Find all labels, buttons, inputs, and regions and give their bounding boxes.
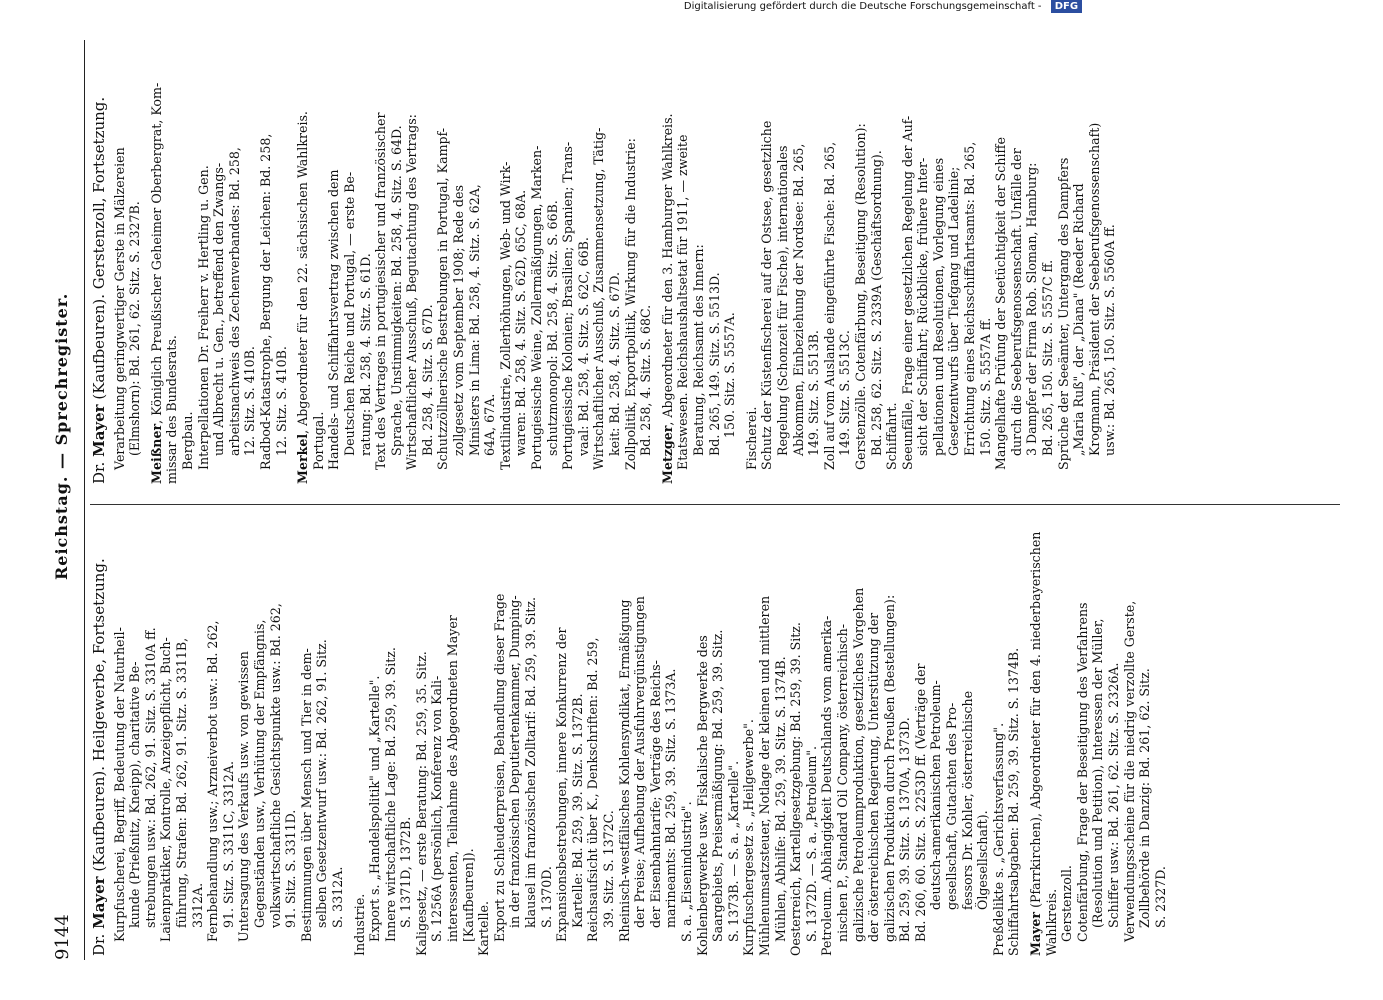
index-line: Portugal. xyxy=(310,411,326,470)
speaker-description: , Königlich Preußischer Geheimer Oberbergrat, Kom- xyxy=(148,82,164,424)
index-line: selben Gesetzentwurf usw.: Bd. 262, 91. Sitz. xyxy=(314,639,330,928)
index-line: arbeitsnachweis des Zechenverbandes: Bd. 258, xyxy=(226,147,242,456)
index-line: schutzmonopol: Bd. 258, 4. Sitz. S. 66B. xyxy=(544,200,560,456)
index-line: Saargebiets, Preisermäßigung: Bd. 259, 39. Sitz. xyxy=(710,629,726,942)
index-line: interessenten, Teilnahme des Abgeordneten Mayer xyxy=(445,615,461,942)
index-line: Sprache, Unstimmigkeiten: Bd. 258, 4. Sitz. S. 64D. xyxy=(388,125,404,456)
index-line: Wahlkreis. xyxy=(1043,888,1059,956)
index-line: nischen P., Standard Oil Company, österreichisch- xyxy=(834,623,850,942)
index-line: klausel im französischen Zolltarif: Bd. 259, 39. Sitz. xyxy=(523,596,539,928)
index-line: Export zu Schleuderpreisen, Behandlung dieser Frage xyxy=(491,593,507,942)
right-column xyxy=(92,44,1118,484)
right-entry-list xyxy=(112,44,1118,484)
index-line: S. 1256A (persönlich, Konferenz von Kali- xyxy=(429,675,445,942)
speaker-description: , Abgeordneter für den 3. Hamburger Wahlkreis. xyxy=(659,113,675,426)
index-line: Kurpfuschergesetz s. „Heilgewerbe". xyxy=(741,719,757,956)
index-line: S. 1372D. — S. a. „Petroleum". xyxy=(803,745,819,942)
index-line: keit: Bd. 258, 4. Sitz. S. 67D. xyxy=(607,271,622,456)
speaker-name: Mayer xyxy=(90,876,108,929)
index-line: 149. Sitz. S. 5513C. xyxy=(837,330,853,456)
speaker-name: Meißner xyxy=(148,423,164,484)
index-line: Schiffahrt. xyxy=(884,402,900,470)
index-line: 12. Sitz. S. 410B. xyxy=(242,346,258,456)
index-line: Schutzzöllnerische Bestrebungen in Portugal, Kampf- xyxy=(435,127,451,470)
index-line: der Eisenbahntarife; Verträge des Reichs- xyxy=(647,660,663,928)
index-line: Sprüche der Seeämter, Untergang des Dampfers xyxy=(1055,157,1071,470)
index-line: Abkommen, Einbeziehung der Nordsee: Bd. 265, xyxy=(790,143,806,456)
index-line: Text des Vertrages in portugiesischer und französischer xyxy=(373,112,389,470)
index-line: Regelung (Schonzeit für Fische), internationales xyxy=(774,145,790,456)
index-line: Bergbau. xyxy=(179,411,195,470)
index-line: 91. Sitz. S. 3311D. xyxy=(283,809,299,928)
index-line: Petroleum. Abhängigkeit Deutschlands vom amerika- xyxy=(819,615,835,956)
index-line: (Resolution und Petition), Interessen der Müller, xyxy=(1090,618,1106,928)
index-line: (Elmshorn): Bd. 261, 62. Sitz. S. 2327B. xyxy=(127,201,143,456)
index-line: 64A, 67A. xyxy=(482,393,498,456)
heading-topic: (Kaufbeuren). Gerstenzoll, Fortsetzung. xyxy=(90,96,108,405)
index-line: kunde (Prießnitz, Kneipp), charitative Be- xyxy=(127,661,143,928)
index-line: Textilindustrie, Zollerhöhungen, Web- und Wirk- xyxy=(497,161,513,470)
speaker-name: Mayer xyxy=(1028,911,1044,956)
index-line: gesellschaft, Gutachten des Pro- xyxy=(944,702,960,910)
index-line: [Kaufbeuren]). xyxy=(460,848,476,942)
left-column xyxy=(92,516,1168,956)
running-title: Reichstag. — Sprechregister. xyxy=(52,292,71,580)
index-line: Interpellationen Dr. Freiherr v. Hertling u. Gen. xyxy=(195,165,211,470)
left-entry-list xyxy=(112,516,1169,956)
index-line: Seeunfälle, Frage einer gesetzlichen Regelung der Auf- xyxy=(899,115,915,470)
digitization-note xyxy=(383,0,1383,18)
index-line: Portugiesische Kolonien; Brasilien; Spanien; Trans- xyxy=(560,141,576,470)
index-line: Kurpfuscherei, Begriff, Bedeutung der Naturheil- xyxy=(111,627,127,942)
index-line: deutsch-amerikanischen Petroleum- xyxy=(928,680,944,910)
index-line: Zollpolitik, Exportpolitik, Wirkung für die Industrie: xyxy=(622,138,638,470)
index-line: Kohlenbergwerke usw. Fiskalische Bergwerke des xyxy=(694,635,710,956)
index-line: Mangelhafte Prüfung der Seetüchtigkeit der Schiffe xyxy=(993,137,1009,470)
index-line: und Albrecht u. Gen., betreffend den Zwangs- xyxy=(211,162,227,456)
index-line: in der französischen Deputiertenkammer, Dumping- xyxy=(507,595,523,928)
speaker-name: Mayer xyxy=(90,404,108,457)
index-line: Gerstenzoll. xyxy=(1059,865,1075,942)
index-line: ratung: Bd. 258, 4. Sitz. S. 61D. xyxy=(357,253,373,456)
index-line: Wirtschaftlicher Ausschuß, Begutachtung des Vertrags: xyxy=(404,114,420,470)
index-line: Preßdelikte s. „Gerichtsverfassung". xyxy=(990,722,1006,956)
index-line: Schiffahrtsabgaben: Bd. 259, 39. Sitz. S. 1374B. xyxy=(1006,647,1022,956)
index-line: Ölgesellschaft). xyxy=(975,810,991,910)
index-line: Mühlenumsatzsteuer, Notlage der kleinen und mittleren xyxy=(756,595,772,956)
column-divider xyxy=(90,504,1340,505)
index-line: S. a. „Eisenindustrie". xyxy=(678,801,694,942)
index-line: S. 1373B. — S. a. „Kartelle". xyxy=(725,760,741,942)
index-line: Fernbehandlung usw.; Arzneiverbot usw.: Bd. 262, xyxy=(205,620,221,942)
index-line: Krogmann, Präsident der Seeberufsgenossenschaft) xyxy=(1086,122,1102,456)
speaker-name: Metzger xyxy=(659,425,675,484)
speaker-entry xyxy=(149,44,165,484)
index-line: marineamts: Bd. 259, 39. Sitz. S. 1373A. xyxy=(663,668,679,928)
index-line: usw.: Bd. 265, 150. Sitz. S. 5560A ff. xyxy=(1102,224,1118,456)
index-line: sicht der Schiffahrt; Rückblicke, frühere Inter- xyxy=(915,157,931,456)
index-line: der Preise; Aufhebung der Ausfuhrvergünstigungen xyxy=(632,596,648,928)
index-line: fessors Dr. Kohler, österreichische xyxy=(959,690,975,910)
index-line: galizischen Produktion durch Preußen (Bestellungen): xyxy=(881,594,897,942)
index-line: S. 1370D. xyxy=(538,866,554,928)
index-line: Cotenfärbung, Frage der Beseitigung des Verfahrens xyxy=(1074,602,1090,942)
speaker-entry xyxy=(295,44,311,484)
index-line: 3312A. xyxy=(189,882,205,928)
index-line: Kartelle. xyxy=(476,901,492,956)
index-line: Bd. 265, 149. Sitz. S. 5513D. xyxy=(706,272,722,456)
index-line: Bd. 265, 150. Sitz. S. 5557C ff. xyxy=(1040,259,1056,456)
index-line: der österreichischen Regierung, Unterstützung der xyxy=(866,612,882,942)
index-line: Bestimmungen über Mensch und Tier in dem- xyxy=(298,648,314,942)
index-line: Bd. 258, 62. Sitz. S. 2339A (Geschäftsordnung). xyxy=(868,150,884,456)
speaker-description: , Abgeordneter für den 22. sächsischen Wahlkreis. xyxy=(295,111,311,434)
index-line: Oesterreich, Kartellgesetzgebung: Bd. 259, 39. Sitz. xyxy=(788,622,804,956)
index-line: Handels- und Schiffahrtsvertrag zwischen dem xyxy=(326,169,342,470)
index-line: Bd. 260, 60. Sitz. S. 2253D ff. (Verträge der xyxy=(912,663,928,942)
index-line: durch die Seeberufsgenossenschaft. Unfälle der xyxy=(1008,148,1024,456)
index-line: 12. Sitz. S. 410B. xyxy=(273,346,289,456)
dfg-logo: DFG xyxy=(1051,0,1082,13)
index-line: 150. Sitz. S. 5557A. xyxy=(722,312,738,438)
index-line: Gegenständen usw., Verhütung der Empfängnis, xyxy=(251,619,267,928)
index-line: Etatswesen. Reichshaushaltsetat für 1911, — zweite xyxy=(675,134,691,470)
index-line: Kaligesetz, — erste Beratung: Bd. 259, 35. Sitz. xyxy=(413,651,429,956)
index-line: Laienpraktiker, Kontrolle, Anzeigepflicht, Buch- xyxy=(158,637,174,942)
header-rule xyxy=(84,40,85,960)
index-line: führung, Strafen: Bd. 262, 91. Sitz. S. 3311B, xyxy=(173,637,189,928)
index-line: Deutschen Reiche und Portugal, — erste Be- xyxy=(341,171,357,456)
speaker-name: Merkel xyxy=(295,433,311,484)
index-line: strebungen usw.: Bd. 262, 91. Sitz. S. 3310A ff. xyxy=(142,627,158,928)
index-line: S. 2327D. xyxy=(1152,866,1168,928)
index-line: Ministers in Lima: Bd. 258, 4. Sitz. S. 62A, xyxy=(466,184,482,456)
index-line: Fischerei. xyxy=(743,406,759,470)
index-line: Rheinisch-westfälisches Kohlensyndikat, Ermäßigung xyxy=(616,599,632,942)
index-line: volkswirtschaftliche Gesichtspunkte usw.: Bd. 262, xyxy=(267,603,283,928)
index-line: galizische Petroleumproduktion, gesetzliches Vorgehen xyxy=(850,587,866,942)
index-line: Errichtung eines Reichsschiffahrtsamts: Bd. 265, xyxy=(962,141,978,456)
index-line: Gesetzentwurfs über Tiefgang und Ladelinie; xyxy=(946,166,962,456)
index-line: Kartelle: Bd. 259, 39. Sitz. S. 1372B. xyxy=(569,693,585,928)
page-number: 9144 xyxy=(52,914,73,960)
index-line: Gerstenzölle. Cotenfärbung, Beseitigung (Resolution): xyxy=(852,123,868,470)
left-column-heading: Dr. Mayer (Kaufbeuren). Heilgewerbe, Fortsetzung. xyxy=(90,558,108,956)
index-line: 39. Sitz. S. 1372C. xyxy=(601,810,616,928)
index-line: Innere wirtschaftliche Lage: Bd. 259, 39. Sitz. xyxy=(382,647,398,942)
index-line: waren: Bd. 258, 4. Sitz. S. 62D, 65C, 68A. xyxy=(513,189,529,456)
speaker-description: (Pfarrkirchen), Abgeordneter für den 4. niederbayerischen xyxy=(1028,531,1044,912)
page-header xyxy=(52,40,82,960)
index-line: Bd. 259, 39. Sitz. S. 1370A, 1373D. xyxy=(897,717,913,942)
speaker-entry xyxy=(1028,516,1044,956)
index-line: Zollbehörde in Danzig: Bd. 261, 62. Sitz. xyxy=(1137,668,1153,928)
index-line: Beratung, Reichsamt des Innern: xyxy=(690,244,706,456)
index-line: Bd. 258, 4. Sitz. S. 68C. xyxy=(638,304,654,456)
index-line: Schutz der Küstenfischerei auf der Ostsee, gesetzliche xyxy=(759,120,775,470)
index-line: Radbod-Katastrophe, Bergung der Leichen: Bd. 258, xyxy=(257,133,273,470)
index-line: S. 1371D, 1372B. xyxy=(398,816,414,928)
index-line: 150. Sitz. S. 5557A ff. xyxy=(977,317,993,456)
heading-topic: (Kaufbeuren). Heilgewerbe, Fortsetzung. xyxy=(90,558,108,877)
index-line: S. 3312A. xyxy=(329,866,345,928)
index-line: Bd. 258, 4. Sitz. S. 67D. xyxy=(419,304,435,456)
index-line: Untersagung des Verkaufs usw. von gewissen xyxy=(236,651,252,942)
index-line: Expansionsbestrebungen, innere Konkurrenz der xyxy=(554,627,570,942)
index-line: Reichsaufsicht über K., Denkschriften: Bd. 259, xyxy=(585,637,601,942)
index-line: Zoll auf vom Auslande eingeführte Fische: Bd. 265, xyxy=(821,141,837,470)
index-line: 149. Sitz. S. 5513B. xyxy=(806,330,822,456)
index-line: 3 Dampfer der Firma Rob. Sloman, Hamburg: xyxy=(1024,162,1040,456)
index-line: Export s. „Handelspolitik" und „Kartelle". xyxy=(367,675,383,942)
speaker-entry xyxy=(660,44,676,484)
right-column-heading: Dr. Mayer (Kaufbeuren). Gerstenzoll, Fortsetzung. xyxy=(90,96,108,484)
index-line: zollgesetz vom September 1908; Rede des xyxy=(451,185,467,456)
index-line: pellationen und Resolutionen, Vorlegung eines xyxy=(930,157,946,456)
index-line: Industrie. xyxy=(351,893,367,956)
index-line: missar des Bundesrats. xyxy=(164,335,180,484)
index-line: 91. Sitz. S. 3311C, 3312A. xyxy=(220,761,236,928)
index-line: Wirtschaftlicher Ausschuß, Zusammensetzung, Tätig- xyxy=(591,127,607,470)
index-line: Portugiesische Weine, Zollermäßigungen, Marken- xyxy=(529,145,545,470)
digitization-text: Digitalisierung gefördert durch die Deutsche Forschungsgemeinschaft - xyxy=(683,1,1042,12)
index-line: „Maria Ruß", der „Diana" (Reeder Richard xyxy=(1071,183,1087,456)
index-line: Schiffer usw.: Bd. 261, 62. Sitz. S. 2326A. xyxy=(1106,662,1121,928)
index-line: Mühlen, Abhilfe: Bd. 259, 39. Sitz. S. 1374B. xyxy=(772,656,788,942)
index-line: Verarbeitung geringwertiger Gerste in Mälzereien xyxy=(111,147,127,470)
index-line: vaal: Bd. 258, 4. Sitz. S. 62C, 66B. xyxy=(575,237,591,456)
index-line: Verwendungsscheine für die niedrig verzollte Gerste, xyxy=(1121,600,1137,942)
